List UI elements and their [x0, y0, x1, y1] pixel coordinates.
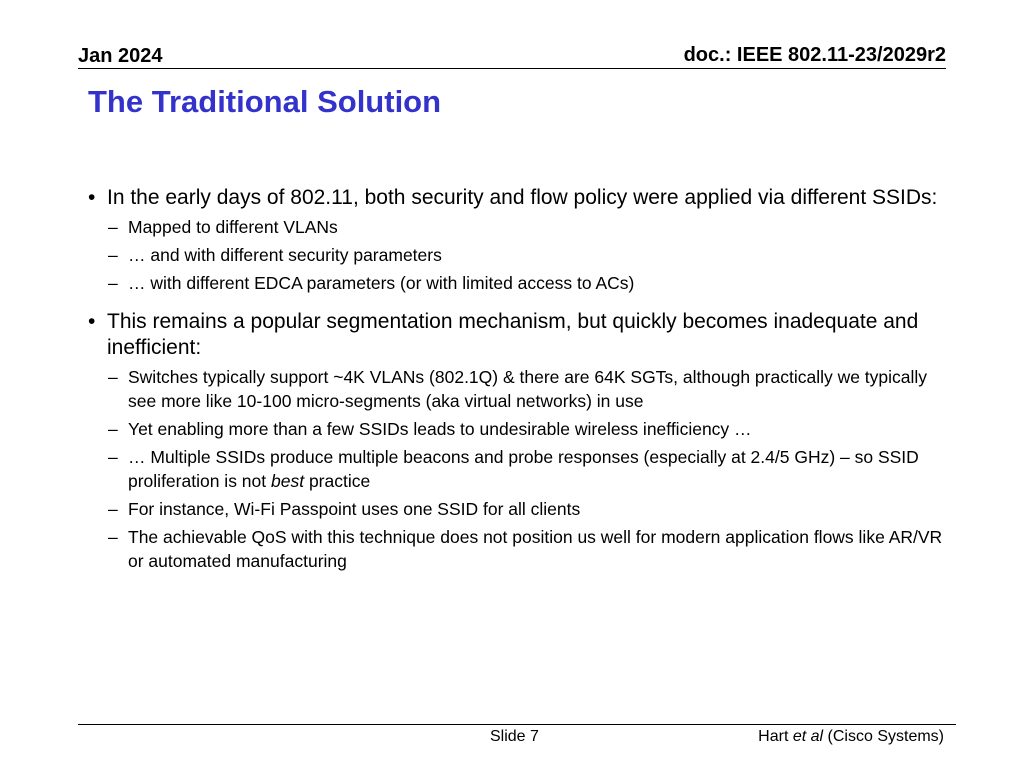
dash-marker: –	[108, 447, 118, 467]
dash-marker: –	[108, 367, 118, 387]
footer-author: Hart et al (Cisco Systems)	[758, 728, 944, 745]
dash-marker: –	[108, 273, 118, 293]
dash-marker: –	[108, 245, 118, 265]
sub-bullet	[88, 271, 948, 295]
header-divider	[78, 68, 946, 69]
bullet-item	[88, 185, 948, 211]
sub-bullet	[88, 243, 948, 267]
sub-bullet	[88, 365, 948, 413]
sub-bullet-text: … with different EDCA parameters (or with limited access to ACs)	[128, 273, 635, 293]
sub-bullet-text: Yet enabling more than a few SSIDs leads to undesirable wireless inefficiency …	[128, 419, 752, 439]
bullet-marker: •	[88, 310, 96, 333]
dash-marker: –	[108, 527, 118, 547]
slide-title: The Traditional Solution	[88, 84, 442, 119]
footer-divider	[78, 724, 956, 725]
slide-body	[88, 185, 948, 573]
sub-bullet	[88, 445, 948, 493]
sub-list	[88, 215, 948, 295]
slide-number: Slide 7	[490, 728, 539, 745]
emphasis-text: best	[271, 471, 305, 491]
dash-marker: –	[108, 419, 118, 439]
bullet-text: This remains a popular segmentation mechanism, but quickly becomes inadequate and inefficient:	[107, 310, 919, 359]
sub-bullet-text: … and with different security parameters	[128, 245, 442, 265]
sub-bullet	[88, 497, 948, 521]
sub-bullet-text: Switches typically support ~4K VLANs (802.1Q) & there are 64K SGTs, although practically we typically see more like 10-100 micro-segments (aka virtual networks) in use	[128, 367, 928, 411]
sub-bullet-text: Mapped to different VLANs	[128, 217, 338, 237]
sub-bullet-text: … Multiple SSIDs produce multiple beacons and probe responses (especially at 2.4/5 GHz) – so SSID proliferation is not best practice	[128, 447, 919, 491]
header-doc-id: doc.: IEEE 802.11-23/2029r2	[683, 44, 946, 66]
bullet-marker: •	[88, 186, 96, 209]
sub-list	[88, 365, 948, 573]
header-date: Jan 2024	[78, 45, 163, 67]
sub-bullet-text: The achievable QoS with this technique does not position us well for modern application flows like AR/VR or automated manufacturing	[128, 527, 943, 571]
dash-marker: –	[108, 499, 118, 519]
sub-bullet	[88, 215, 948, 239]
bullet-item	[88, 309, 948, 361]
sub-bullet	[88, 525, 948, 573]
bullet-text: In the early days of 802.11, both security and flow policy were applied via different SSIDs:	[107, 186, 938, 209]
sub-bullet	[88, 417, 948, 441]
dash-marker: –	[108, 217, 118, 237]
sub-bullet-text: For instance, Wi-Fi Passpoint uses one SSID for all clients	[128, 499, 581, 519]
